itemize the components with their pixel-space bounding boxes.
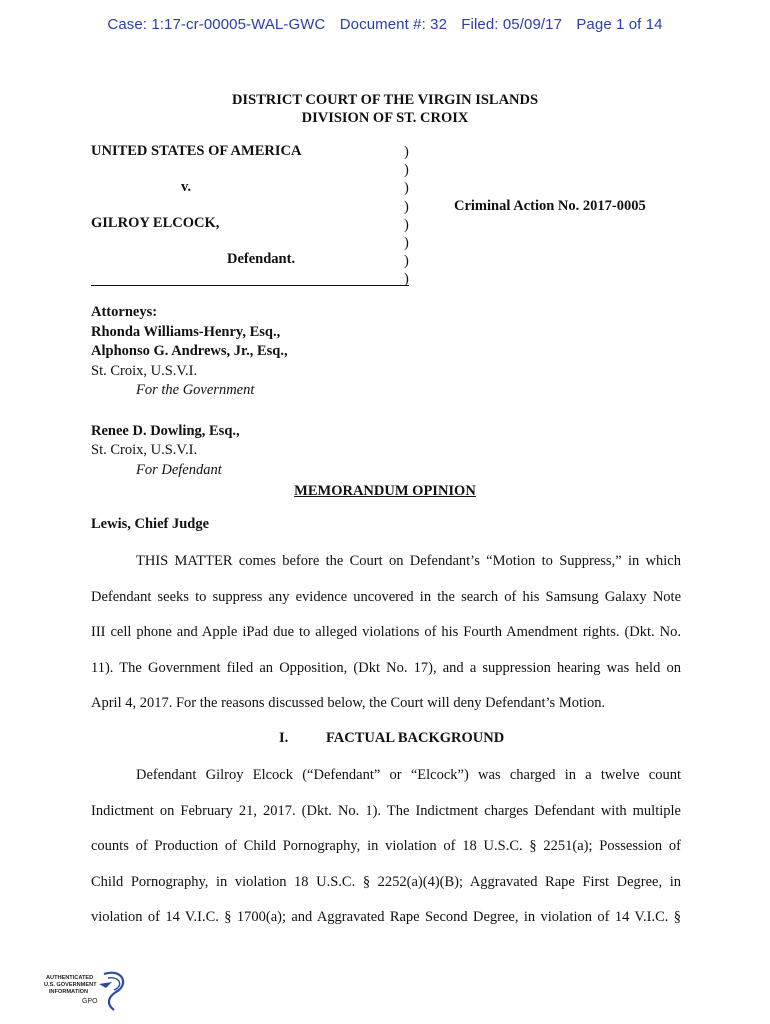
paren: ) <box>404 216 409 233</box>
gov-attorney-2: Alphonso G. Andrews, Jr., Esq., <box>91 343 288 359</box>
filed-date: Filed: 05/09/17 <box>461 16 563 33</box>
attorneys-block <box>91 303 288 480</box>
criminal-action-number: Criminal Action No. 2017-0005 <box>454 198 646 214</box>
paren: ) <box>404 162 409 179</box>
caption-versus: v. <box>181 179 192 195</box>
caption-underline <box>91 285 409 286</box>
section-title: FACTUAL BACKGROUND <box>326 730 505 746</box>
caption-parentheses <box>404 143 409 289</box>
paren: ) <box>404 271 409 288</box>
opinion-title: MEMORANDUM OPINION <box>294 483 476 499</box>
paragraph-line: III cell phone and Apple iPad due to alleged violations of his Fourth Amendment rights. (Dkt. No. <box>91 624 681 640</box>
attorneys-heading: Attorneys: <box>91 304 158 320</box>
paren: ) <box>404 180 409 197</box>
background-paragraph <box>91 758 681 936</box>
paragraph-line: Indictment on February 21, 2017. (Dkt. No. 1). The Indictment charges Defendant with multiple <box>91 802 681 819</box>
def-location: St. Croix, U.S.V.I. <box>91 442 198 458</box>
paren: ) <box>404 198 409 215</box>
gov-role: For the Government <box>136 382 255 398</box>
logo-text: AUTHENTICATED <box>46 975 94 981</box>
paragraph-line: violation of 14 V.I.C. § 1700(a); and Aggravated Rape Second Degree, in violation of 14 V.I.C. § <box>91 909 681 925</box>
paren: ) <box>404 235 409 252</box>
gov-attorney-1: Rhonda Williams-Henry, Esq., <box>91 323 281 340</box>
paragraph-line: Defendant Gilroy Elcock (“Defendant” or “Elcock”) was charged in a twelve count <box>136 767 681 783</box>
intro-paragraph <box>91 544 681 722</box>
court-division: DIVISION OF ST. CROIX <box>301 110 469 126</box>
case-number: Case: 1:17-cr-00005-WAL-GWC <box>107 16 326 33</box>
def-attorney: Renee D. Dowling, Esq., <box>91 422 240 439</box>
paragraph-line: THIS MATTER comes before the Court on Defendant’s “Motion to Suppress,” in which <box>136 553 681 569</box>
section-number: I. <box>279 730 289 746</box>
document-number: Document #: 32 <box>339 16 448 33</box>
def-role: For Defendant <box>136 461 222 478</box>
gpo-authenticated-logo-icon <box>44 970 144 1016</box>
page-indicator: Page 1 of 14 <box>576 16 663 33</box>
paragraph-line: counts of Production of Child Pornography, in violation of 18 U.S.C. § 2251(a); Possession of <box>91 838 681 854</box>
logo-text: INFORMATION <box>49 989 89 995</box>
paren: ) <box>404 253 409 270</box>
paragraph-line: April 4, 2017. For the reasons discussed below, the Court will deny Defendant’s Motion. <box>91 695 606 711</box>
paren: ) <box>404 144 409 160</box>
caption-plaintiff: UNITED STATES OF AMERICA <box>91 143 302 159</box>
judge-name: Lewis, Chief Judge <box>91 516 210 532</box>
paragraph-line: 11). The Government filed an Opposition, (Dkt No. 17), and a suppression hearing was held on <box>91 659 681 676</box>
caption-defendant-label: Defendant. <box>227 251 296 267</box>
paragraph-line: Child Pornography, in violation 18 U.S.C. § 2252(a)(4)(B); Aggravated Rape First Degree, in <box>91 873 681 890</box>
caption-defendant-name: GILROY ELCOCK, <box>91 215 220 231</box>
ecf-header-stamp <box>0 16 770 33</box>
logo-text: U.S. GOVERNMENT <box>44 982 97 988</box>
court-name: DISTRICT COURT OF THE VIRGIN ISLANDS <box>231 92 539 108</box>
court-heading <box>0 91 770 127</box>
gov-location: St. Croix, U.S.V.I. <box>91 362 198 379</box>
logo-text: GPO <box>82 998 98 1005</box>
paragraph-line: Defendant seeks to suppress any evidence uncovered in the search of his Samsung Galaxy Note <box>91 588 681 605</box>
